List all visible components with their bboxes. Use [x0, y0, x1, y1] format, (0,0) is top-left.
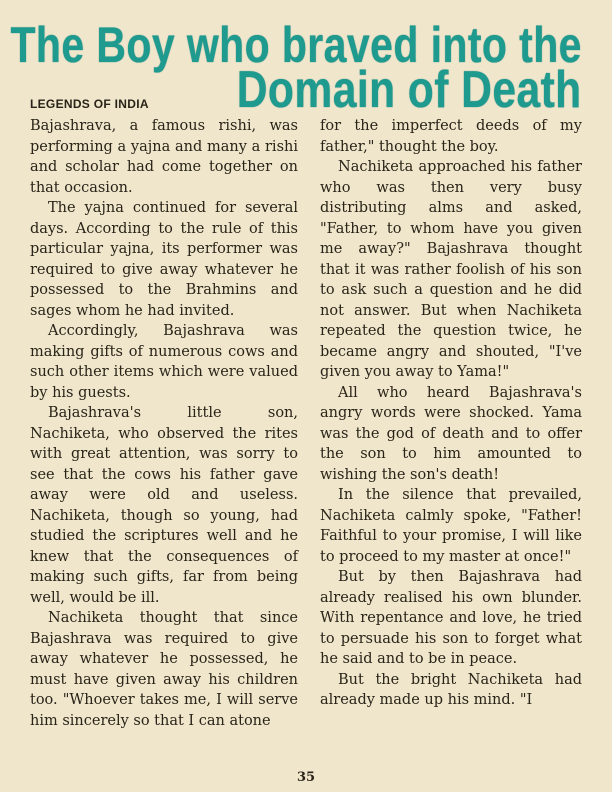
paragraph: Bajashrava, a famous rishi, was performing a yajna and many a rishi and scholar had come together on that occasion.	[30, 118, 298, 196]
title-line-1: The Boy who braved into the	[10, 17, 582, 73]
paragraph: Bajashrava's little son, Nachiketa, who observed the rites with great attention, was sorry to see that the cows his father gave away were old and useless. Nachiketa, though so young, had studied the scriptures well and he knew that the consequences of making such gifts, far from being well, would be ill.	[30, 405, 298, 606]
page-number: 35	[296, 770, 316, 785]
right-column	[320, 116, 582, 711]
section-label: LEGENDS OF INDIA	[30, 97, 149, 111]
left-column	[30, 116, 298, 731]
paragraph: Nachiketa approached his father who was then very busy distributing alms and asked, "Father, to whom have you given me away?" Bajashrava thought that it was rather foolish of his son to ask such a question and he did not answer. But when Nachiketa repeated the question twice, he became angry and shouted, "I've given you away to Yama!"	[320, 159, 582, 380]
paragraph: But by then Bajashrava had already realised his own blunder. With repentance and love, he tried to persuade his son to forget what he said and to be in peace.	[320, 569, 582, 667]
paragraph: In the silence that prevailed, Nachiketa calmly spoke, "Father! Faithful to your promise, I will like to proceed to my master at once!"	[320, 487, 582, 565]
paragraph: All who heard Bajashrava's angry words were shocked. Yama was the god of death and to offer the son to him amounted to wishing the son's death!	[320, 384, 582, 483]
title-line-2: Domain of Death	[237, 61, 582, 119]
paragraph: Nachiketa thought that since Bajashrava was required to give away whatever he possessed, he must have given away his children too. "Whoever takes me, I will serve him sincerely so that I can atone	[30, 610, 298, 729]
paragraph: The yajna continued for several days. According to the rule of this particular yajna, its performer was required to give away whatever he possessed to the Brahmins and sages whom he had invited.	[30, 200, 298, 319]
paragraph: But the bright Nachiketa had already made up his mind. "I	[320, 671, 582, 708]
paragraph: for the imperfect deeds of my father," thought the boy.	[320, 118, 582, 155]
paragraph: Accordingly, Bajashrava was making gifts of numerous cows and such other items which were valued by his guests.	[30, 323, 298, 401]
